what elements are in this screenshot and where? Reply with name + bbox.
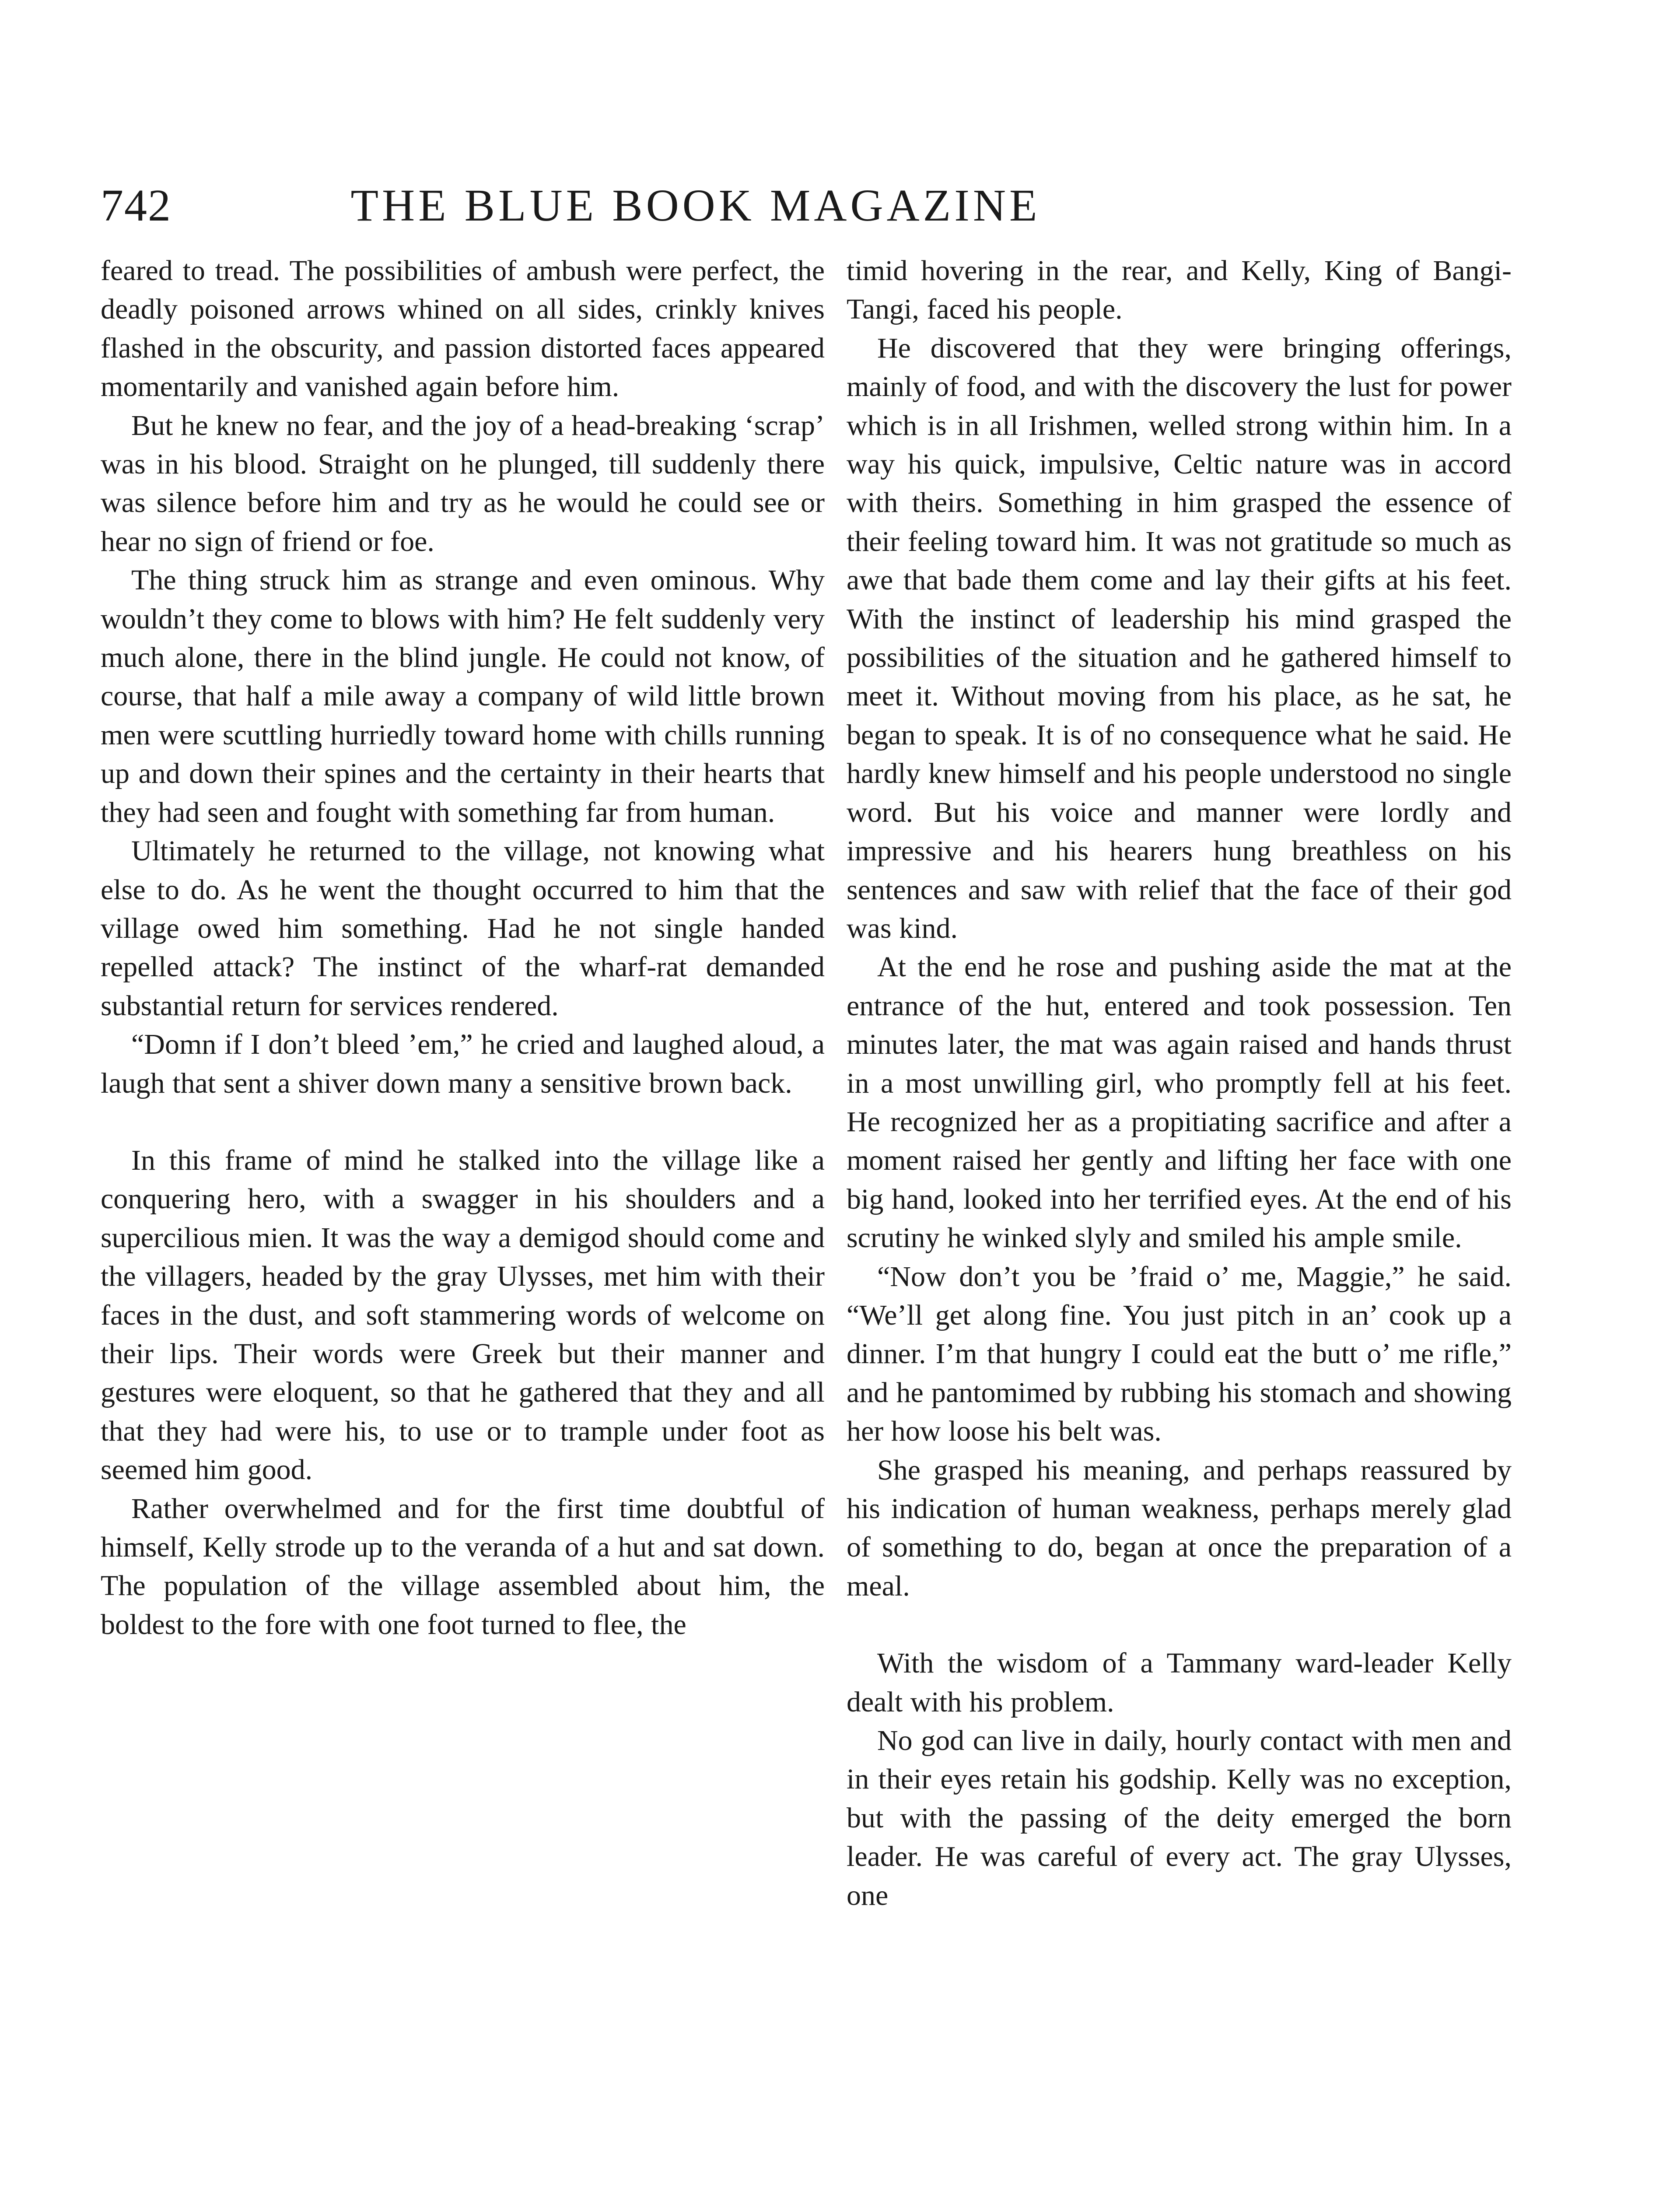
paragraph: The thing struck him as strange and even ominous. Why wouldn’t they come to blows with him? He felt suddenly very much alone, there in the blind jungle. He could not know, of course, that half a mile away a company of wild little brown men were scuttling hurriedly toward home with chills running up and down their spines and the certainty in their hearts that they had seen and fought with something far from human. — [101, 564, 825, 828]
paragraph: He discovered that they were bringing offerings, mainly of food, and with the discovery the lust for power which is in all Irishmen, welled strong within him. In a way his quick, impulsive, Celtic nature was in accord with theirs. Something in him grasped the essence of their feeling toward him. It was not gratitude so much as awe that bade them come and lay their gifts at his feet. With the instinct of leadership his mind grasped the possibilities of the situation and he gathered himself to meet it. Without moving from his place, as he sat, he began to speak. It is of no consequence what he said. He hardly knew himself and his people understood no single word. But his voice and manner were lordly and impressive and his hearers hung breathless on his sentences and saw with relief that the face of their god was kind. — [847, 332, 1512, 944]
paragraph: “Now don’t you be ’fraid o’ me, Maggie,” he said. “We’ll get along fine. You just pitch in an’ cook up a dinner. I’m that hungry I could eat the butt o’ me rifle,” and he pantomimed by rubbing his stomach and showing her how loose his belt was. — [847, 1260, 1512, 1448]
page-header — [101, 175, 1186, 236]
right-column — [847, 252, 1512, 2188]
paragraph: feared to tread. The possibilities of ambush were perfect, the deadly poisoned arrows whined on all sides, crinkly knives flashed in the obscurity, and passion distorted faces appeared momentarily and vanished again before him. — [101, 255, 825, 403]
running-head: THE BLUE BOOK MAGAZINE — [350, 180, 1041, 231]
paragraph: With the wisdom of a Tammany ward-leader Kelly dealt with his problem. — [847, 1647, 1512, 1718]
paragraph: “Domn if I don’t bleed ’em,” he cried and laughed aloud, a laugh that sent a shiver down many a sensitive brown back. — [101, 1028, 825, 1099]
paragraph: No god can live in daily, hourly contact with men and in their eyes retain his godship. Kelly was no exception, but with the passing of the deity emerged the born leader. He was careful of every act. The gray Ulysses, one — [847, 1725, 1512, 1911]
paragraph: But he knew no fear, and the joy of a head-breaking ‘scrap’ was in his blood. Straight on he plunged, till suddenly there was silence before him and try as he would he could see or hear no sign of friend or foe. — [101, 409, 825, 558]
paragraph: Ultimately he returned to the village, not knowing what else to do. As he went the thought occurred to him that the village owed him something. Had he not single handed repelled attack? The instinct of the wharf-rat demanded substantial return for services rendered. — [101, 835, 825, 1022]
paragraph: Rather overwhelmed and for the first time doubtful of himself, Kelly strode up to the veranda of a hut and sat down. The population of the village assembled about him, the boldest to the fore with one foot turned to flee, the — [101, 1492, 825, 1641]
page-number: 742 — [101, 180, 172, 231]
paragraph: timid hovering in the rear, and Kelly, King of Bangi-Tangi, faced his people. — [847, 255, 1512, 326]
paragraph: At the end he rose and pushing aside the mat at the entrance of the hut, entered and took possession. Ten minutes later, the mat was again raised and hands thrust in a most unwilling girl, who promptly fell at his feet. He recognized her as a propitiating sacrifice and after a moment raised her gently and lifting her face with one big hand, looked into her terrified eyes. At the end of his scrutiny he winked slyly and smiled his ample smile. — [847, 951, 1512, 1254]
paragraph: She grasped his meaning, and perhaps reassured by his indication of human weakness, perhaps merely glad of something to do, began at once the preparation of a meal. — [847, 1454, 1512, 1602]
paragraph: In this frame of mind he stalked into the village like a conquering hero, with a swagger in his shoulders and a supercilious mien. It was the way a demigod should come and the villagers, headed by the gray Ulysses, met him with their faces in the dust, and soft stammering words of welcome on their lips. Their words were Greek but their manner and gestures were eloquent, so that he gathered that they and all that they had were his, to use or to trample under foot as seemed him good. — [101, 1144, 825, 1486]
left-column — [101, 252, 825, 2188]
